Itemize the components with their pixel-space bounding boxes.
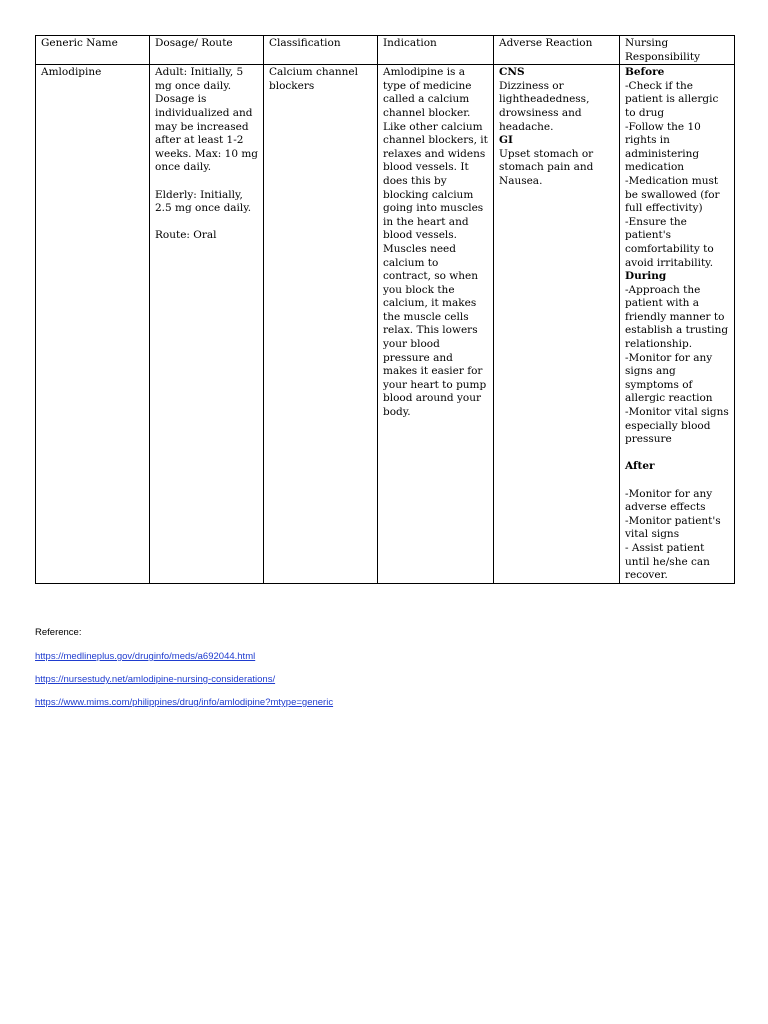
adverse-gi-text: Upset stomach or stomach pain and Nausea.	[499, 147, 594, 187]
adverse-cns-title: CNS	[499, 66, 525, 79]
table-header-row	[36, 36, 735, 65]
references-section	[35, 627, 333, 720]
nursing-before-item: -Medication must be swallowed (for full effectivity)	[625, 174, 720, 215]
nursing-after-title: After	[625, 460, 655, 473]
adverse-reaction-cell	[494, 65, 620, 584]
nursing-during-title: During	[625, 270, 667, 283]
generic-name-cell	[36, 65, 150, 584]
classification-text: Calcium channel blockers	[269, 66, 358, 92]
dosage-adult: Adult: Initially, 5 mg once daily. Dosage is individualized and may be increased after at least 1-2 weeks. Max: 10 mg once daily.	[155, 66, 259, 174]
reference-link-nursestudy[interactable]: https://nursestudy.net/amlodipine-nursing-considerations/	[35, 674, 276, 685]
table-row	[36, 65, 735, 584]
nursing-before-item: -Check if the patient is allergic to drug	[625, 79, 719, 119]
nursing-during-item: -Monitor vital signs especially blood pressure	[625, 406, 729, 446]
nursing-during-item: -Monitor for any signs ang symptoms of allergic reaction	[625, 351, 713, 405]
reference-link-medlineplus[interactable]: https://medlineplus.gov/druginfo/meds/a692044.html	[35, 651, 256, 662]
references-title: Reference:	[35, 627, 82, 638]
drug-study-table	[35, 35, 735, 584]
header-dosage-route: Dosage/ Route	[150, 36, 264, 65]
nursing-after-item: -Monitor for any adverse effects	[625, 487, 713, 514]
nursing-during-item: -Approach the patient with a friendly manner to establish a trusting relationship.	[625, 283, 729, 351]
indication-cell	[378, 65, 494, 584]
adverse-gi-title: GI	[499, 134, 513, 147]
header-generic-name: Generic Name	[36, 36, 150, 65]
dosage-elderly: Elderly: Initially, 2.5 mg once daily.	[155, 188, 252, 215]
nursing-before-item: -Ensure the patient's comfortability to avoid irritability.	[625, 215, 714, 269]
nursing-after-item: -Monitor patient's vital signs	[625, 514, 721, 541]
dosage-route: Route: Oral	[155, 229, 217, 242]
nursing-before-title: Before	[625, 66, 665, 79]
header-adverse-reaction: Adverse Reaction	[494, 36, 620, 65]
header-classification: Classification	[264, 36, 378, 65]
reference-link-mims[interactable]: https://www.mims.com/philippines/drug/info/amlodipine?mtype=generic	[35, 697, 334, 708]
nursing-before-item: -Follow the 10 rights in administering medication	[625, 120, 701, 174]
nursing-responsibility-cell	[620, 65, 735, 584]
adverse-cns-text: Dizziness or lightheadedness, drowsiness and headache.	[499, 79, 590, 133]
header-indication: Indication	[378, 36, 494, 65]
dosage-cell	[150, 65, 264, 584]
generic-name: Amlodipine	[41, 66, 102, 79]
indication-text: Amlodipine is a type of medicine called a calcium channel blocker. Like other calcium channel blockers, it relaxes and widens blood vessels. It does this by blocking calcium going into muscles in the heart and blood vessels. Muscles need calcium to contract, so when you block the calcium, it makes the muscle cells relax. This lowers your blood pressure and makes it easier for your heart to pump blood around your body.	[383, 66, 488, 419]
header-nursing-responsibility: Nursing Responsibility	[620, 36, 735, 65]
classification-cell	[264, 65, 378, 584]
nursing-after-item: - Assist patient until he/she can recover.	[625, 541, 710, 582]
